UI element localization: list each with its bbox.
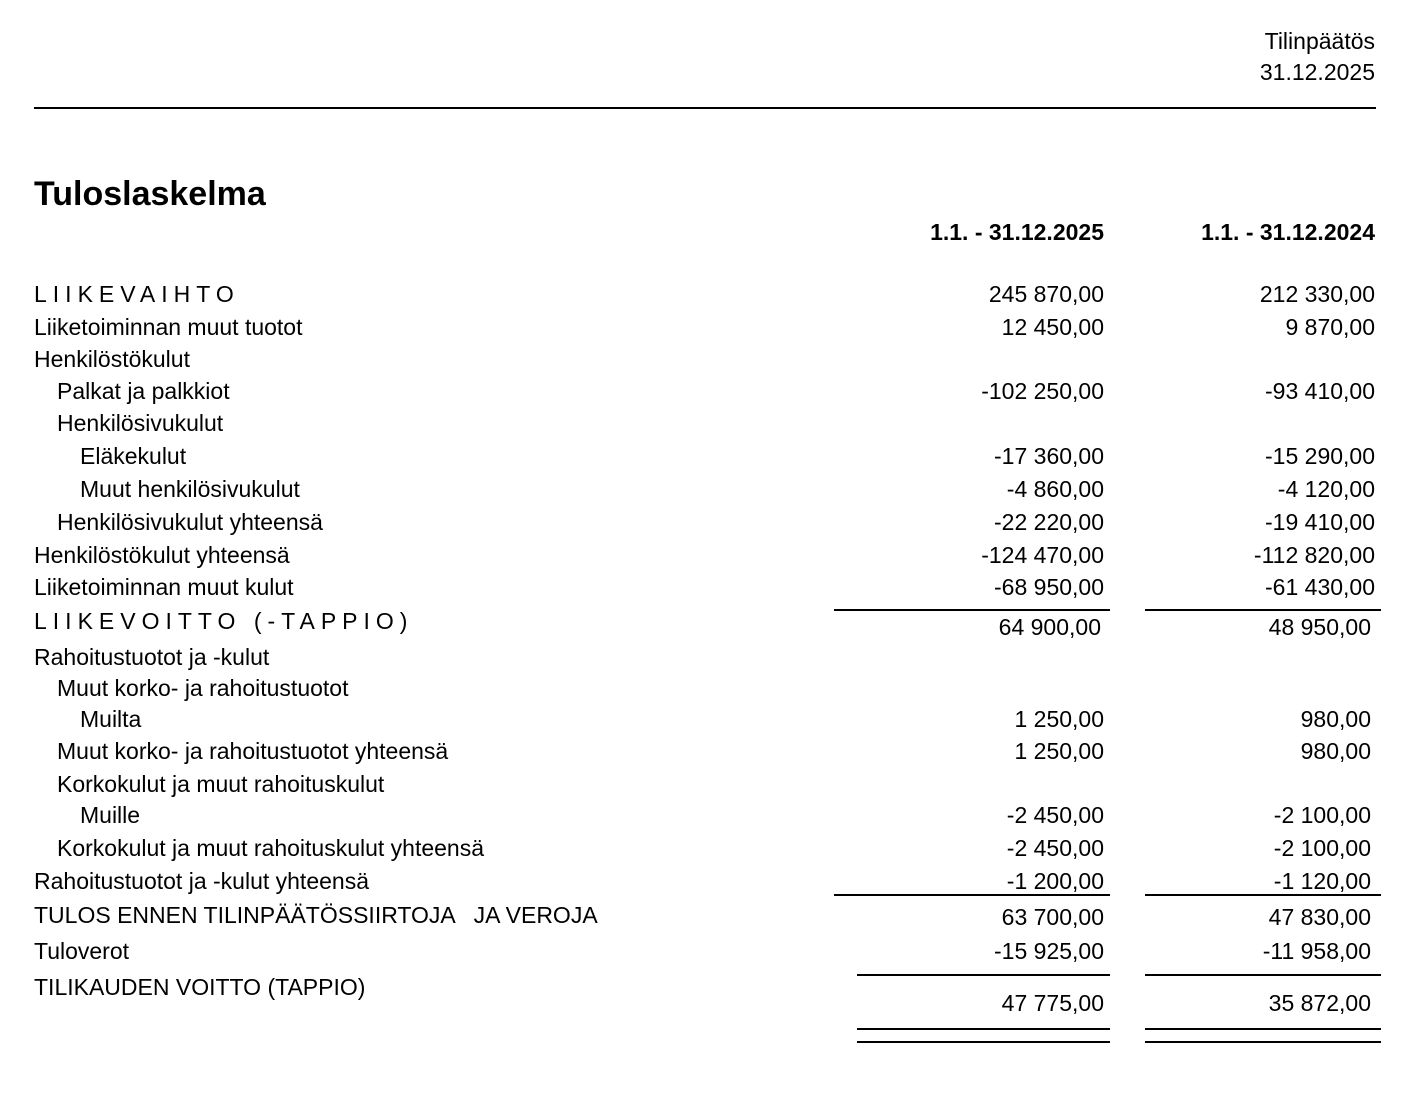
subtotal-rule — [834, 894, 1110, 896]
row-label: TILIKAUDEN VOITTO (TAPPIO) — [34, 974, 366, 1000]
row-label: Tuloverot — [34, 938, 130, 964]
statement-row-values — [0, 902, 1423, 932]
row-value-previous: 212 330,00 — [1259, 281, 1375, 307]
row-value-previous: 48 950,00 — [1268, 614, 1371, 640]
row-value-current: -4 860,00 — [1006, 476, 1104, 502]
row-value-current: -15 925,00 — [994, 938, 1104, 964]
row-value-previous: 47 830,00 — [1268, 904, 1371, 930]
row-value-previous: -61 430,00 — [1265, 574, 1375, 600]
row-label: Henkilösivukulut — [57, 410, 224, 436]
row-value-current: -22 220,00 — [994, 509, 1104, 535]
row-value-previous: -19 410,00 — [1265, 509, 1375, 535]
row-value-current: -1 200,00 — [1006, 868, 1104, 894]
row-value-previous: 980,00 — [1300, 706, 1371, 732]
statement-row — [0, 736, 1423, 766]
row-value-previous: -93 410,00 — [1265, 378, 1375, 404]
row-label: Rahoitustuotot ja -kulut — [34, 644, 270, 670]
row-value-current: -124 470,00 — [981, 542, 1104, 568]
row-label: Muut korko- ja rahoitustuotot yhteensä — [57, 738, 449, 764]
double-underline — [857, 1028, 1110, 1030]
row-value-previous: 9 870,00 — [1285, 314, 1375, 340]
row-value-current: -68 950,00 — [994, 574, 1104, 600]
statement-row-values — [0, 612, 1423, 642]
statement-row — [0, 408, 1423, 438]
row-label: Eläkekulut — [80, 443, 187, 469]
row-label: TULOS ENNEN TILINPÄÄTÖSSIIRTOJA JA VEROJA — [34, 902, 598, 928]
row-value-current: -17 360,00 — [994, 443, 1104, 469]
statement-row — [0, 344, 1423, 374]
row-label: Muut henkilösivukulut — [80, 476, 300, 502]
document-type: Tilinpäätös — [1264, 28, 1375, 54]
statement-row — [0, 441, 1423, 471]
statement-row — [0, 312, 1423, 342]
row-label: Korkokulut ja muut rahoituskulut — [57, 771, 385, 797]
statement-row — [0, 833, 1423, 863]
row-value-current: -2 450,00 — [1006, 835, 1104, 861]
row-label: Henkilöstökulut yhteensä — [34, 542, 290, 568]
double-underline — [857, 1041, 1110, 1043]
row-value-current: 64 900,00 — [998, 614, 1101, 640]
statement-row — [0, 507, 1423, 537]
row-label: Muilta — [80, 706, 142, 732]
statement-row — [0, 673, 1423, 703]
row-value-previous: -2 100,00 — [1273, 802, 1371, 828]
row-value-current: 12 450,00 — [1001, 314, 1104, 340]
row-label: LIIKEVAIHTO — [34, 281, 240, 307]
row-value-current: 245 870,00 — [988, 281, 1104, 307]
row-label: Henkilöstökulut — [34, 346, 190, 372]
statement-row — [0, 704, 1423, 734]
row-value-current: -102 250,00 — [981, 378, 1104, 404]
row-value-previous: -1 120,00 — [1273, 868, 1371, 894]
statement-row — [0, 572, 1423, 602]
row-value-previous: 35 872,00 — [1268, 990, 1371, 1016]
column-header-previous: 1.1. - 31.12.2024 — [1201, 219, 1375, 245]
row-value-current: -2 450,00 — [1006, 802, 1104, 828]
statement-row-values — [0, 988, 1423, 1018]
row-label: Muille — [80, 802, 141, 828]
row-value-previous: -15 290,00 — [1265, 443, 1375, 469]
row-value-previous: -4 120,00 — [1277, 476, 1375, 502]
statement-row — [0, 642, 1423, 672]
statement-row — [0, 376, 1423, 406]
double-underline — [1145, 1028, 1381, 1030]
row-label: Muut korko- ja rahoitustuotot — [57, 675, 349, 701]
statement-row — [0, 540, 1423, 570]
statement-row — [0, 474, 1423, 504]
row-label: Liiketoiminnan muut tuotot — [34, 314, 303, 340]
row-value-previous: -2 100,00 — [1273, 835, 1371, 861]
row-value-previous: 980,00 — [1300, 738, 1371, 764]
row-label: Liiketoiminnan muut kulut — [34, 574, 294, 600]
row-value-current: 1 250,00 — [1014, 706, 1104, 732]
row-value-current: 47 775,00 — [1001, 990, 1104, 1016]
column-header-current: 1.1. - 31.12.2025 — [930, 219, 1104, 245]
row-value-previous: -11 958,00 — [1262, 938, 1371, 964]
row-value-current: 1 250,00 — [1014, 738, 1104, 764]
row-value-current: 63 700,00 — [1001, 904, 1104, 930]
statement-row — [0, 800, 1423, 830]
row-label: Palkat ja palkkiot — [57, 378, 230, 404]
double-underline — [1145, 1041, 1381, 1043]
row-label: Henkilösivukulut yhteensä — [57, 509, 323, 535]
document-date: 31.12.2025 — [1259, 59, 1375, 85]
statement-row — [0, 936, 1423, 966]
subtotal-rule — [1145, 894, 1381, 896]
page-title: Tuloslaskelma — [34, 175, 266, 213]
header-divider — [34, 107, 1376, 109]
row-label: LIIKEVOITTO (-TAPPIO) — [34, 608, 414, 634]
statement-row — [0, 769, 1423, 799]
statement-row — [0, 866, 1423, 896]
row-value-previous: -112 820,00 — [1253, 542, 1375, 568]
row-label: Korkokulut ja muut rahoituskulut yhteensä — [57, 835, 485, 861]
document-header — [1260, 26, 1375, 88]
row-label: Rahoitustuotot ja -kulut yhteensä — [34, 868, 369, 894]
statement-row — [0, 279, 1423, 309]
